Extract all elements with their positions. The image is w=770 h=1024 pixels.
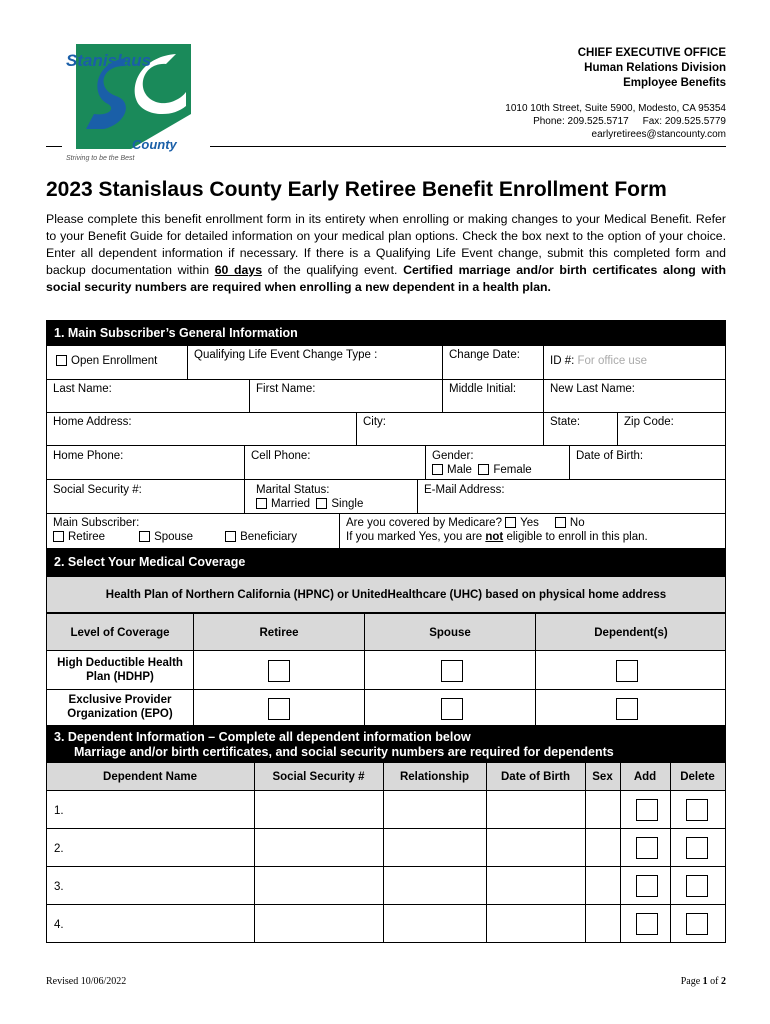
- office-name: CHIEF EXECUTIVE OFFICE: [577, 47, 726, 59]
- intro-text-2: of the qualifying event.: [262, 263, 404, 277]
- logo-bottom-text: County: [132, 137, 177, 152]
- spouse-label: Spouse: [154, 531, 194, 543]
- intro-bold-text: Certified marriage and/or birth certificates along with social security numbers are required when enrolling a new dependent in a health plan.: [46, 263, 726, 294]
- col-spouse: Spouse: [429, 627, 471, 639]
- email-field[interactable]: E-Mail Address:: [424, 484, 505, 496]
- medicare-note-not: not: [485, 531, 504, 543]
- gender-label: Gender:: [432, 450, 474, 462]
- dep4-delete-checkbox[interactable]: [686, 913, 708, 935]
- dep3-add-checkbox[interactable]: [636, 875, 658, 897]
- retiree-checkbox[interactable]: [53, 531, 64, 542]
- medicare-note-b: eligible to enroll in this plan.: [503, 531, 648, 543]
- qle-field[interactable]: Qualifying Life Event Change Type :: [194, 349, 378, 361]
- city-field[interactable]: City:: [363, 416, 386, 428]
- medicare-no-label: No: [569, 517, 585, 529]
- intro-paragraph: [46, 211, 726, 296]
- plan-hdhp: High Deductible Health Plan (HDHP): [57, 657, 183, 683]
- gender-field: [426, 447, 538, 479]
- married-label: Married: [271, 498, 310, 510]
- office-email: earlyretirees@stancounty.com: [591, 129, 726, 140]
- intro-days: 60 days: [214, 263, 263, 277]
- dep-col-name: Dependent Name: [103, 771, 197, 783]
- dependent-row-1: 1.: [54, 805, 64, 817]
- dep-col-sex: Sex: [592, 771, 613, 783]
- dept-name: Employee Benefits: [623, 77, 726, 89]
- home-address-field[interactable]: Home Address:: [53, 416, 132, 428]
- dep1-add-checkbox[interactable]: [636, 799, 658, 821]
- office-contact: [505, 102, 726, 141]
- first-name-field[interactable]: First Name:: [256, 383, 316, 395]
- medicare-note-a: If you marked Yes, you are: [346, 531, 486, 543]
- open-enrollment-option[interactable]: [50, 352, 163, 370]
- home-phone-field[interactable]: Home Phone:: [53, 450, 124, 462]
- medicare-field: [340, 514, 725, 546]
- division-name: Human Relations Division: [584, 62, 726, 74]
- medicare-yes-label: Yes: [520, 517, 539, 529]
- dep1-delete-checkbox[interactable]: [686, 799, 708, 821]
- id-label: ID #:: [550, 355, 575, 367]
- dep2-delete-checkbox[interactable]: [686, 837, 708, 859]
- zip-field[interactable]: Zip Code:: [624, 416, 674, 428]
- hdhp-spouse-checkbox[interactable]: [441, 660, 463, 682]
- col-level-of-coverage: Level of Coverage: [70, 627, 170, 639]
- retiree-label: Retiree: [68, 531, 106, 543]
- page-of: of: [707, 976, 721, 987]
- col-retiree: Retiree: [259, 627, 299, 639]
- middle-initial-field[interactable]: Middle Initial:: [449, 383, 517, 395]
- female-checkbox[interactable]: [478, 464, 489, 475]
- new-last-name-field[interactable]: New Last Name:: [550, 383, 636, 395]
- header-divider: [210, 146, 726, 147]
- revised-date: Revised 10/06/2022: [46, 976, 127, 987]
- epo-retiree-checkbox[interactable]: [268, 698, 290, 720]
- logo-graphic: [46, 44, 191, 164]
- section3-heading-line1: 3. Dependent Information – Complete all dependent information below: [54, 730, 471, 744]
- medicare-note: [346, 530, 719, 544]
- logo-tagline: Striving to be the Best: [66, 155, 135, 162]
- female-label: Female: [493, 464, 532, 476]
- section3-heading: [46, 726, 726, 762]
- epo-dependents-checkbox[interactable]: [616, 698, 638, 720]
- main-subscriber-field: [47, 514, 342, 546]
- dependent-row-2: 2.: [54, 843, 64, 855]
- ssn-field[interactable]: Social Security #:: [53, 484, 142, 496]
- marital-status-field: [250, 481, 369, 513]
- dep2-add-checkbox[interactable]: [636, 837, 658, 859]
- beneficiary-label: Beneficiary: [240, 531, 297, 543]
- section1-heading: 1. Main Subscriber’s General Information: [46, 320, 726, 346]
- change-date-field[interactable]: Change Date:: [449, 349, 520, 361]
- spouse-checkbox[interactable]: [139, 531, 150, 542]
- section3-heading-line2: Marriage and/or birth certificates, and social security numbers are required for dependents: [74, 745, 614, 759]
- open-enrollment-checkbox[interactable]: [56, 355, 67, 366]
- county-logo: [46, 44, 191, 164]
- office-heading: [578, 46, 726, 91]
- dep-col-delete: Delete: [680, 771, 715, 783]
- beneficiary-checkbox[interactable]: [225, 531, 236, 542]
- single-label: Single: [331, 498, 364, 510]
- open-enrollment-label: Open Enrollment: [71, 355, 158, 367]
- dep-col-add: Add: [633, 771, 657, 783]
- state-field[interactable]: State:: [550, 416, 581, 428]
- dependent-row-4: 4.: [54, 919, 64, 931]
- dep-col-relationship: Relationship: [399, 771, 469, 783]
- dep-col-dob: Date of Birth: [501, 771, 570, 783]
- married-checkbox[interactable]: [256, 498, 267, 509]
- intro-text-1: Please complete this benefit enrollment form in its entirety when enrolling or making changes to your Medical Benefit. Refer to your Benefit Guide for detailed information on your medical plan options. Check the box next to the option of your choice. Enter all dependent information if necessary. If there is a Qualifying Life Event change, submit this completed form and backup documentation within: [46, 212, 726, 277]
- medicare-yes-checkbox[interactable]: [505, 517, 516, 528]
- page-number: [681, 976, 726, 987]
- office-phone-fax: Phone: 209.525.5717 Fax: 209.525.5779: [533, 116, 726, 127]
- male-label: Male: [447, 464, 472, 476]
- office-address: 1010 10th Street, Suite 5900, Modesto, CA 95354: [505, 103, 726, 114]
- coverage-subheading: Health Plan of Northern California (HPNC) or UnitedHealthcare (UHC) based on physical home address: [105, 589, 667, 601]
- cell-phone-field[interactable]: Cell Phone:: [251, 450, 311, 462]
- dep-col-ssn: Social Security #: [272, 771, 365, 783]
- dep3-delete-checkbox[interactable]: [686, 875, 708, 897]
- form-title: 2023 Stanislaus County Early Retiree Benefit Enrollment Form: [46, 178, 667, 201]
- id-field: [544, 352, 653, 370]
- dep4-add-checkbox[interactable]: [636, 913, 658, 935]
- hdhp-retiree-checkbox[interactable]: [268, 660, 290, 682]
- page-current: 1: [702, 976, 708, 987]
- header-divider-left: [46, 146, 62, 147]
- dob-field[interactable]: Date of Birth:: [576, 450, 644, 462]
- section2-heading: 2. Select Your Medical Coverage: [46, 548, 726, 576]
- id-placeholder: For office use: [577, 355, 647, 367]
- hdhp-dependents-checkbox[interactable]: [616, 660, 638, 682]
- male-checkbox[interactable]: [432, 464, 443, 475]
- page-label: Page: [680, 976, 703, 987]
- col-dependents: Dependent(s): [594, 627, 668, 639]
- epo-spouse-checkbox[interactable]: [441, 698, 463, 720]
- medicare-question: Are you covered by Medicare?: [346, 517, 502, 529]
- plan-epo: Exclusive Provider Organization (EPO): [67, 694, 173, 720]
- marital-label: Marital Status:: [256, 484, 330, 496]
- dependent-row-3: 3.: [54, 881, 64, 893]
- main-subscriber-label: Main Subscriber:: [53, 517, 140, 529]
- page-total: 2: [721, 976, 726, 987]
- logo-top-text: Stanislaus: [66, 51, 152, 70]
- medicare-no-checkbox[interactable]: [555, 517, 566, 528]
- single-checkbox[interactable]: [316, 498, 327, 509]
- last-name-field[interactable]: Last Name:: [53, 383, 112, 395]
